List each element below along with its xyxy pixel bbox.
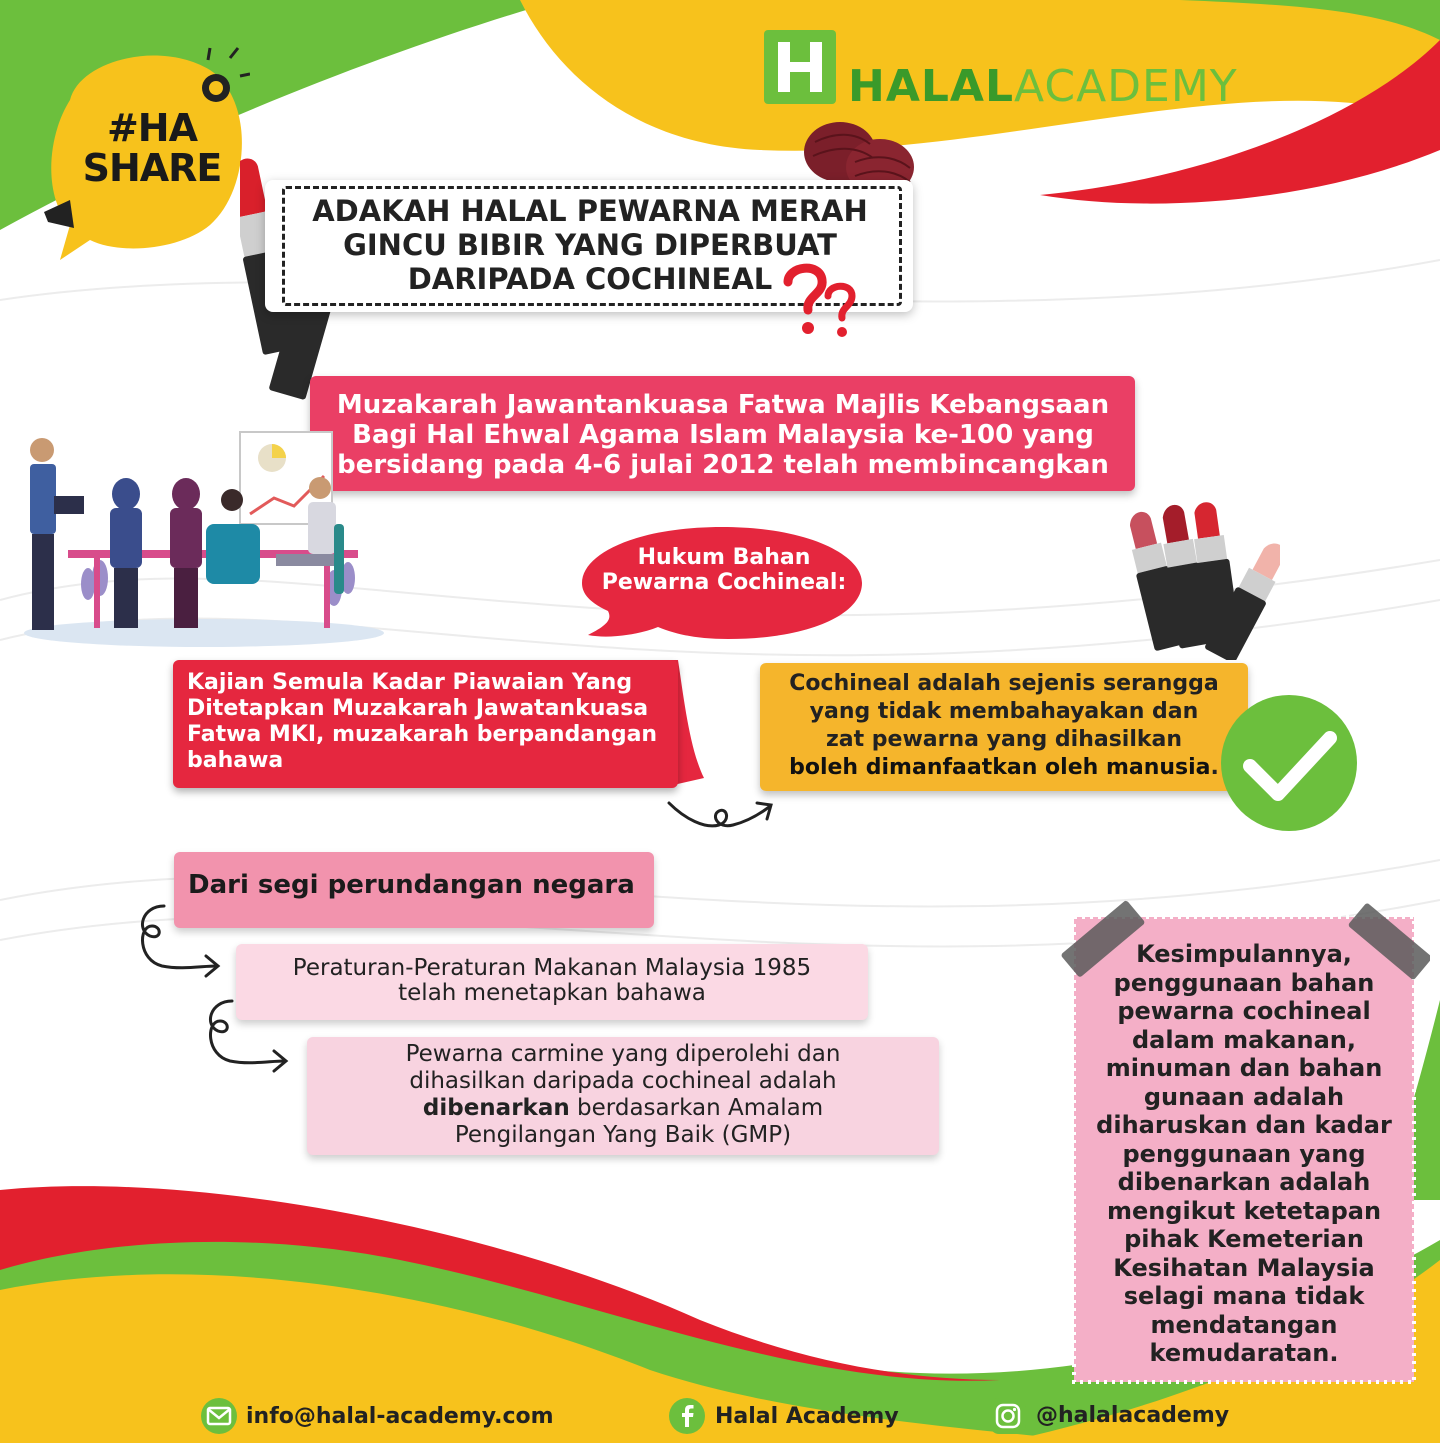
title-line3: DARIPADA COCHINEAL (407, 262, 773, 296)
meeting-illustration (14, 428, 386, 648)
question-marks-icon (780, 262, 860, 340)
kajian-text (187, 670, 667, 774)
cochineal-line2: yang tidak membahayakan dan (809, 699, 1199, 724)
pewarna-line3: berdasarkan Amalam (569, 1095, 824, 1121)
curl-arrow-icon (132, 900, 232, 980)
pewarna-line2: dihasilkan daripada cochineal adalah (409, 1068, 837, 1094)
conclusion-line: dalam makanan, (1131, 1025, 1356, 1054)
hukum-line2: Pewarna Cochineal: (601, 570, 847, 595)
conclusion-line: minuman dan bahan (1105, 1054, 1383, 1082)
email-icon (200, 1397, 238, 1435)
conclusion-line: mendatangan (1150, 1310, 1338, 1339)
conclusion-text (1084, 940, 1404, 1368)
instagram-icon (988, 1396, 1028, 1436)
cochineal-line1: Cochineal adalah sejenis serangga (789, 671, 1219, 696)
ha-share-hashtag (72, 108, 232, 188)
pewarna-bold: dibenarkan (422, 1095, 570, 1121)
curly-arrow-icon (665, 795, 780, 835)
kajian-line3: Fatwa MKI, muzakarah berpandangan (187, 722, 658, 747)
footer-email[interactable]: info@halal-academy.com (246, 1404, 554, 1429)
conclusion-line: Kesihatan Malaysia (1113, 1253, 1375, 1282)
facebook-icon (668, 1397, 706, 1435)
conclusion-line: penggunaan yang (1122, 1139, 1366, 1168)
cochineal-line3: zat pewarna yang dihasilkan (825, 727, 1183, 752)
conclusion-line: kemudaratan. (1149, 1339, 1339, 1367)
conclusion-line: gunaan adalah (1143, 1082, 1345, 1111)
conclusion-line: Kesimpulannya, (1136, 940, 1352, 968)
conclusion-line: selagi mana tidak (1123, 1282, 1365, 1310)
conclusion-line: pewarna cochineal (1117, 997, 1371, 1025)
pewarna-line4: Pengilangan Yang Baik (GMP) (454, 1122, 792, 1148)
pewarna-carmine-text (312, 1041, 934, 1149)
conclusion-line: penggunaan bahan (1113, 968, 1375, 997)
conclusion-line: diharuskan dan kadar (1096, 1111, 1392, 1139)
logo-bold: HALAL (848, 61, 1015, 112)
cochineal-end: . (1210, 755, 1219, 780)
peraturan-line1: Peraturan-Peraturan Makanan Malaysia 1985 (292, 955, 812, 981)
peraturan-line2: telah menetapkan bahawa (398, 980, 706, 1006)
cochineal-info-text (766, 670, 1242, 782)
lipstick-group-illustration (1130, 500, 1280, 660)
pewarna-line1: Pewarna carmine yang diperolehi dan (405, 1041, 841, 1067)
logo-light: ACADEMY (1014, 61, 1238, 112)
hukum-heading (578, 545, 870, 595)
muzakarah-line3: bersidang pada 4-6 julai 2012 telah membincangkan (337, 450, 1109, 480)
kajian-line4: bahawa (187, 748, 284, 773)
muzakarah-line1: Muzakarah Jawantankuasa Fatwa Majlis Kebangsaan (336, 390, 1110, 420)
title-line1: ADAKAH HALAL PEWARNA MERAH (312, 194, 868, 228)
kajian-line2: Ditetapkan Muzakarah Jawatankuasa (187, 696, 649, 721)
title-line2: GINCU BIBIR YANG DIPERBUAT (343, 228, 837, 262)
halal-academy-logo (848, 62, 1238, 112)
footer-facebook[interactable]: Halal Academy (715, 1404, 899, 1429)
kajian-line1: Kajian Semula Kadar Piawaian Yang (187, 670, 633, 695)
halal-academy-logo-icon (760, 28, 840, 108)
conclusion-line: dibenarkan adalah (1117, 1168, 1371, 1196)
footer-instagram[interactable]: @halalacademy (1036, 1403, 1230, 1428)
conclusion-line: pihak Kemeterian (1124, 1225, 1364, 1253)
perundangan-heading: Dari segi perundangan negara (188, 870, 635, 900)
cochineal-bold: boleh dimanfaatkan oleh manusia (789, 755, 1211, 780)
muzakarah-line2: Bagi Hal Ehwal Agama Islam Malaysia ke-100 yang (352, 420, 1094, 450)
peraturan-text (240, 956, 864, 1006)
muzakarah-text (318, 390, 1128, 480)
hashtag-line1: #HA (106, 106, 198, 150)
hashtag-line2: SHARE (82, 146, 222, 190)
check-circle-icon (1218, 692, 1360, 834)
hukum-line1: Hukum Bahan (637, 545, 811, 570)
conclusion-line: mengikut ketetapan (1106, 1196, 1382, 1225)
